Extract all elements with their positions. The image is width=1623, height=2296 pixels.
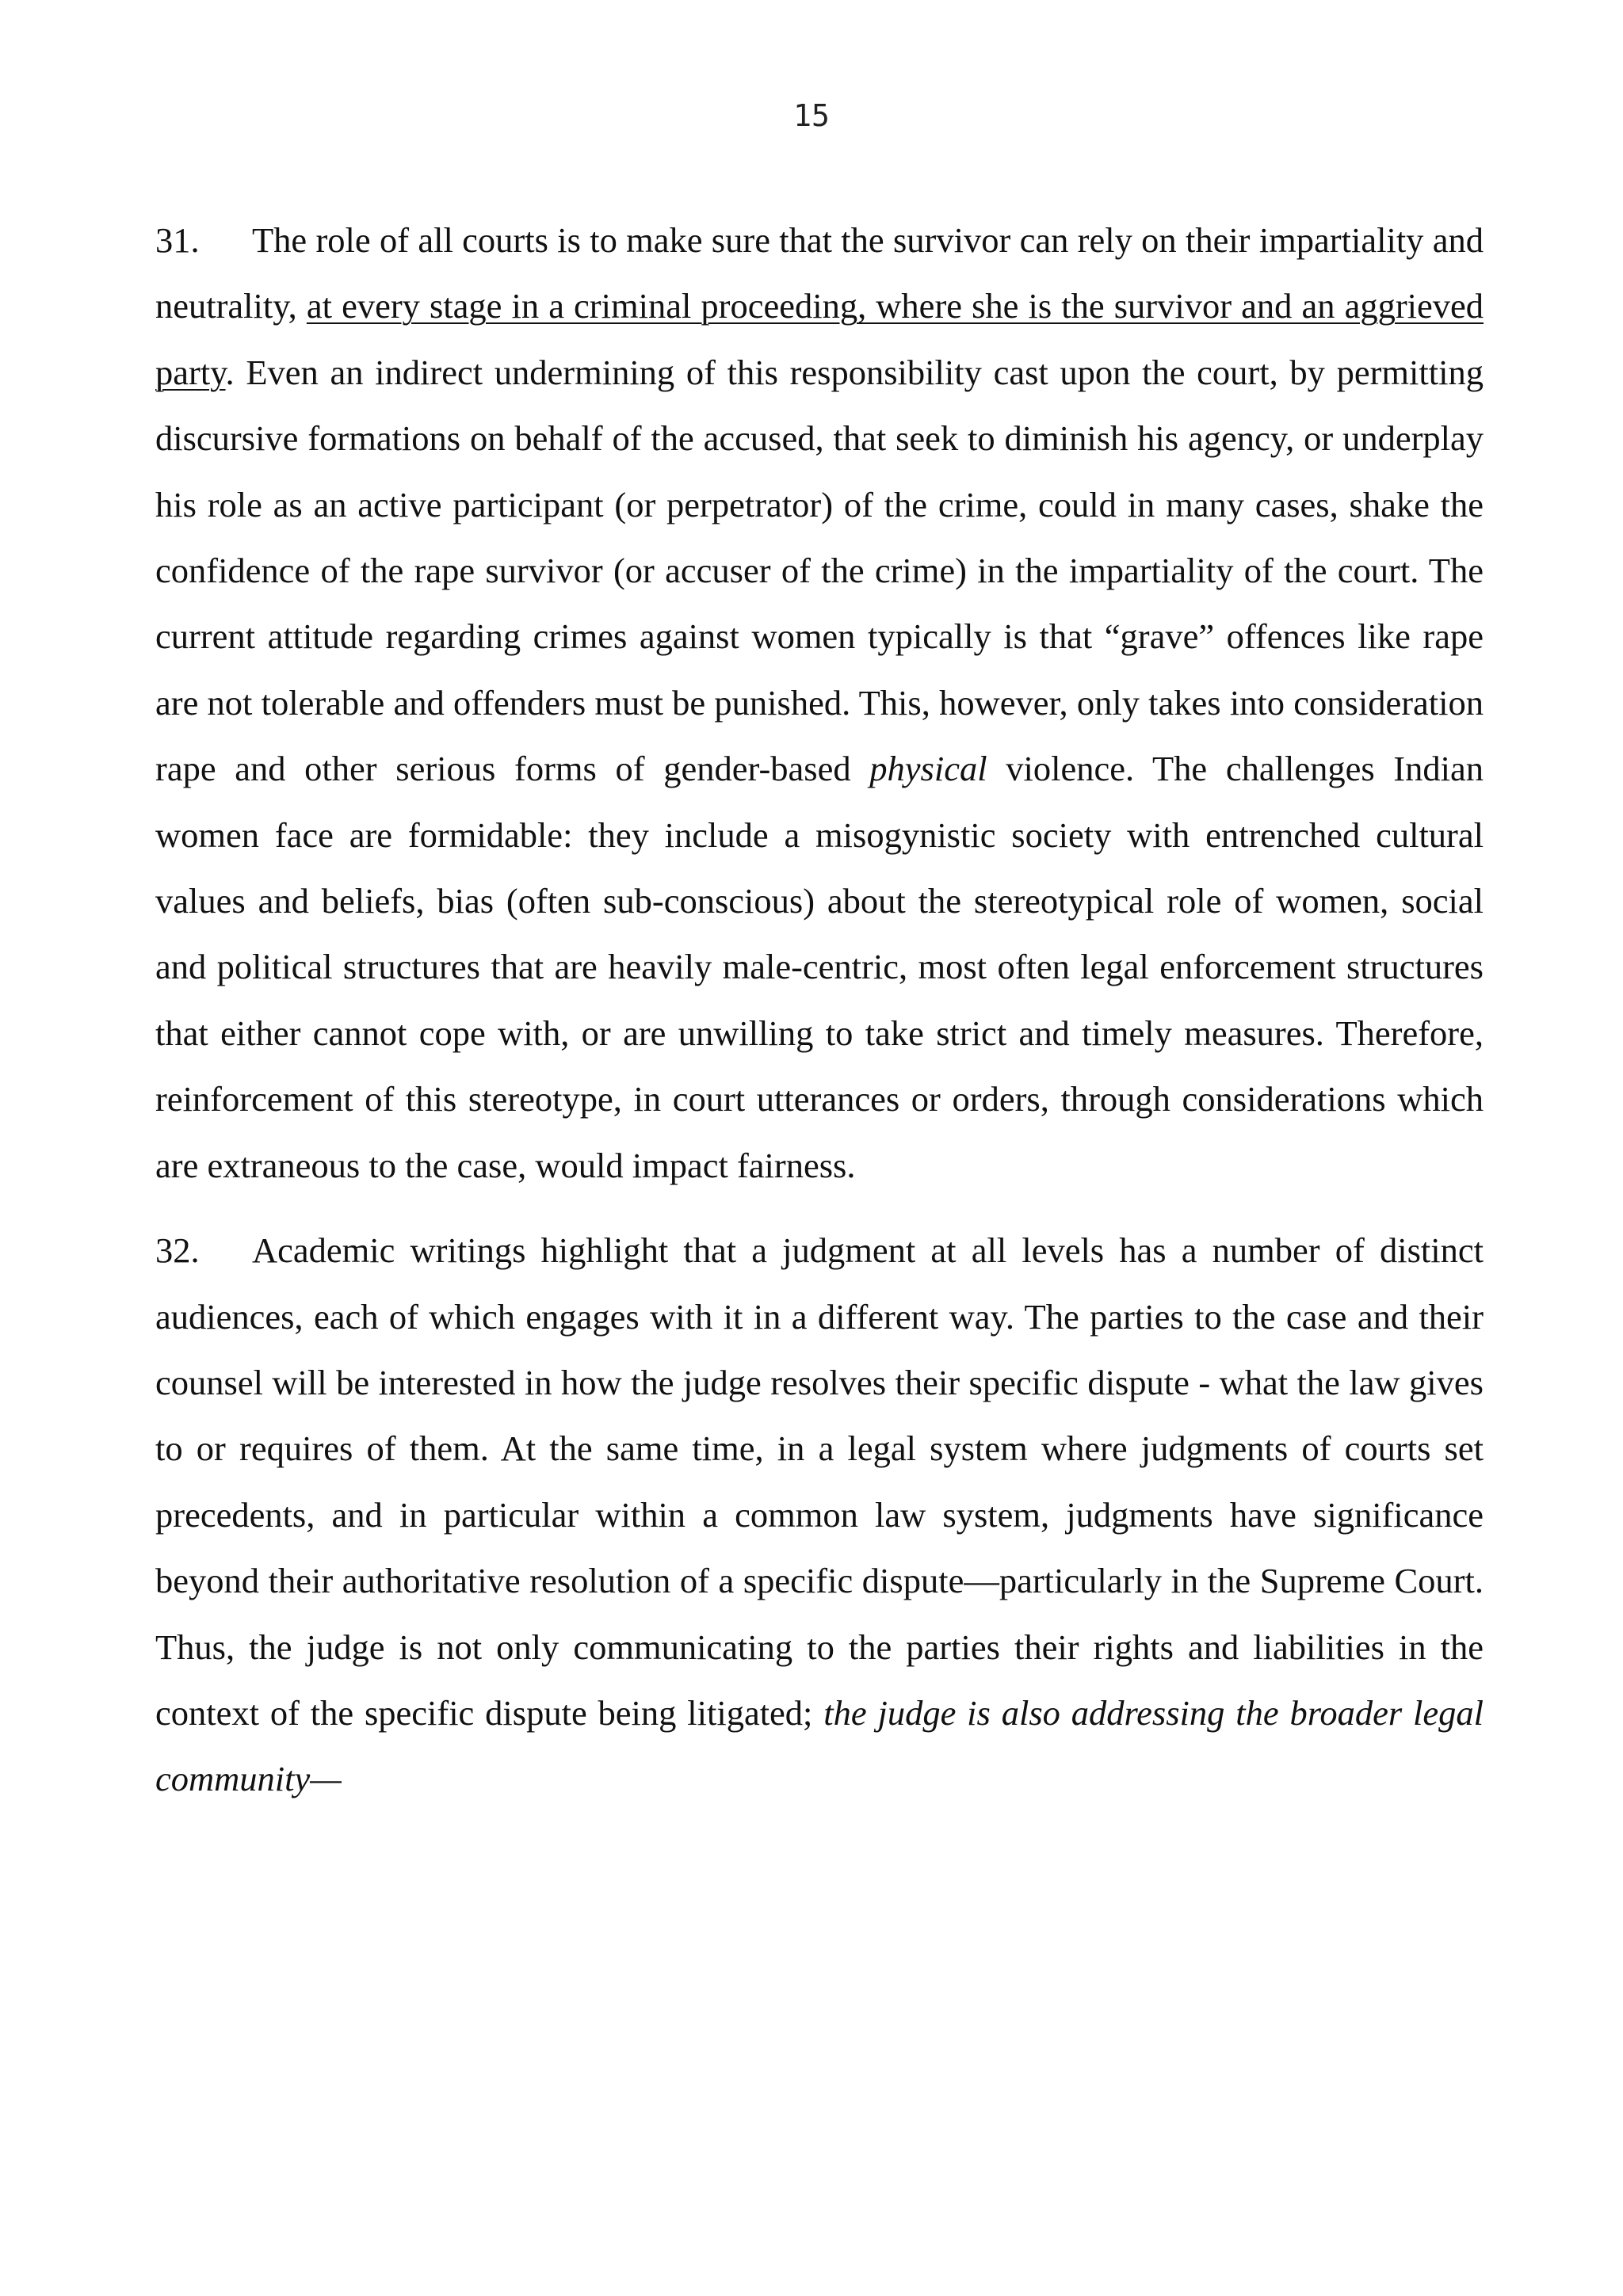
- underlined-text: at every stage in a criminal proceeding, where she is the survivor and an aggrieved party: [155, 286, 1484, 392]
- paragraph-text: . Even an indirect undermining of this responsibility cast upon the court, by permitting discursive formations on behalf of the accused, that seek to diminish his agency, or underplay his role as an active participant (or perpetrator) of the crime, could in many cases, shake the confidence of the rape survivor (or accuser of the crime) in the impartiality of the court. The current attitude regarding crimes against women typically is that “grave” offences like rape are not tolerable and offenders must be punished. This, however, only takes into consideration rape and other serious forms of gender-based: [155, 352, 1484, 789]
- italic-text: the judge is also addressing the broader legal community—: [155, 1692, 1484, 1799]
- paragraph-text: The role of all courts is to make sure that the survivor can rely on their impartiality and neutrality,: [155, 220, 1484, 326]
- paragraph-text: Academic writings highlight that a judgment at all levels has a number of distinct audiences, each of which engages with it in a different way. The parties to the case and their counsel will be interested in how the judge resolves their specific dispute - what the law gives to or requires of them. At the same time, in a legal system where judgments of courts set precedents, and in particular within a common law system, judgments have significance beyond their authoritative resolution of a specific dispute—particularly in the Supreme Court. Thus, the judge is not only communicating to the parties their rights and liabilities in the context of the specific dispute being litigated;: [155, 1230, 1484, 1733]
- paragraph-32: [155, 1218, 1484, 1813]
- paragraph-text: violence. The challenges Indian women face are formidable: they include a misogynistic society with entrenched cultural values and beliefs, bias (often sub-conscious) about the stereotypical role of women, social and political structures that are heavily male-centric, most often legal enforcement structures that either cannot cope with, or are unwilling to take strict and timely measures. Therefore, reinforcement of this stereotype, in court utterances or orders, through considerations which are extraneous to the case, would impact fairness.: [155, 749, 1484, 1185]
- paragraph-number: 31.: [155, 220, 200, 260]
- paragraph-31: [155, 208, 1484, 1199]
- page-number: 15: [793, 98, 830, 133]
- document-body: [155, 208, 1484, 1813]
- paragraph-number: 32.: [155, 1230, 200, 1271]
- italic-text: physical: [869, 749, 987, 789]
